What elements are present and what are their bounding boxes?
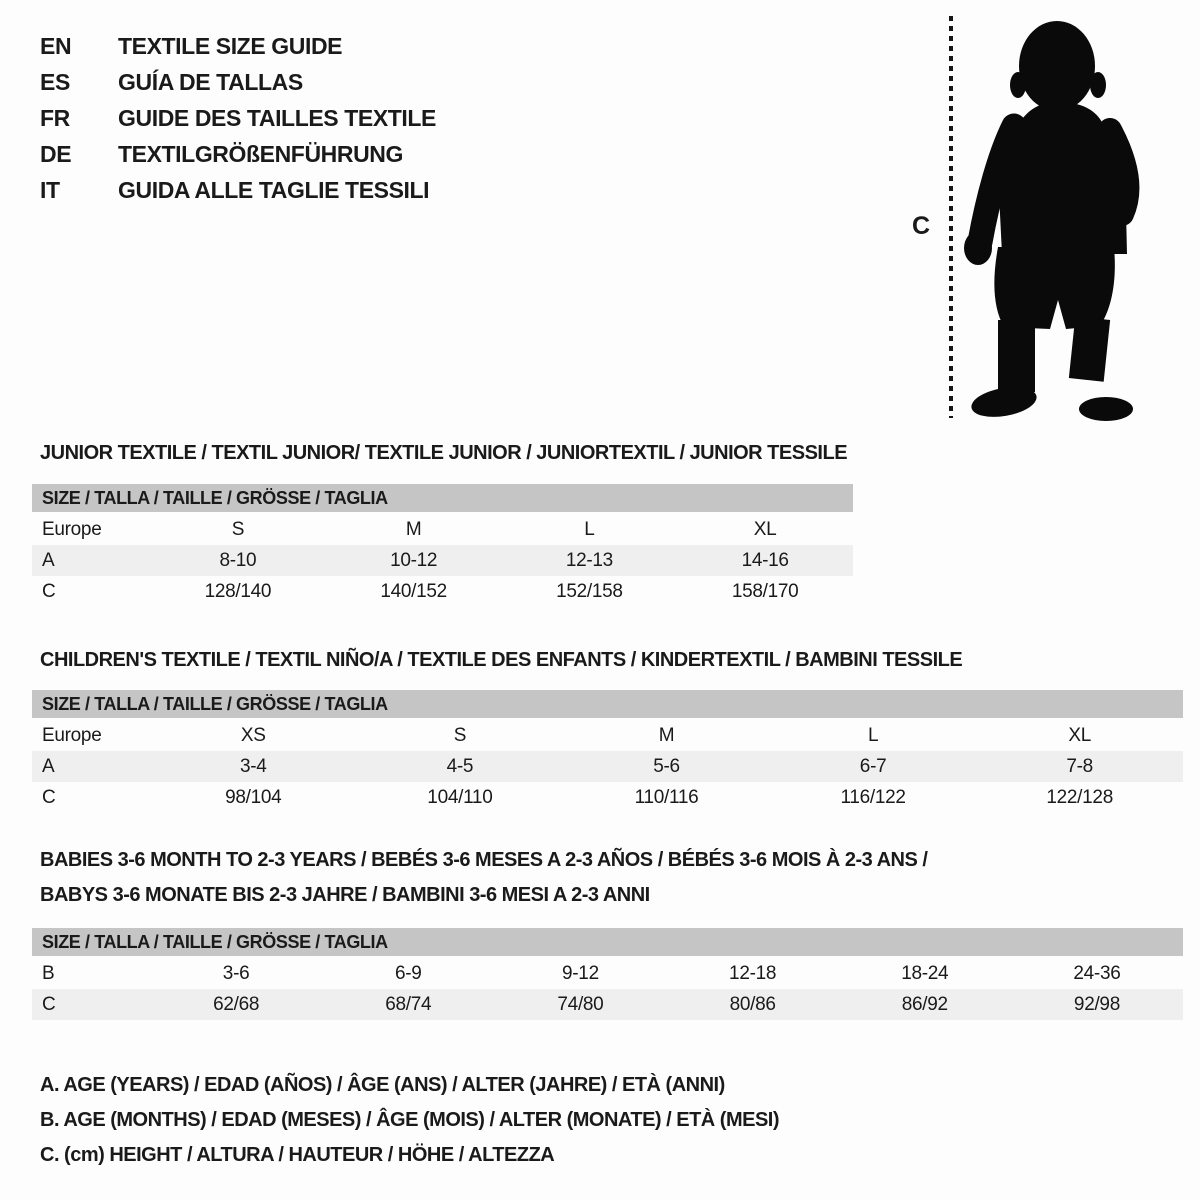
height-cell: 74/80 <box>557 994 604 1015</box>
language-row-it <box>40 172 436 208</box>
measure-legend <box>40 1068 779 1173</box>
age-cell: 10-12 <box>390 550 438 571</box>
age-cell: 12-13 <box>565 550 613 571</box>
size-table-header: SIZE / TALLA / TAILLE / GRÖSSE / TAGLIA <box>32 484 853 512</box>
babies-size-table <box>32 928 1183 1020</box>
age-cell: 3-4 <box>240 756 267 777</box>
babies-section-title <box>40 843 927 913</box>
months-cell: 6-9 <box>394 963 422 984</box>
size-cell: L <box>584 519 595 540</box>
table-row-months <box>32 958 1183 989</box>
height-cell: 128/140 <box>204 581 272 602</box>
legend-age-years: A. AGE (YEARS) / EDAD (AÑOS) / ÂGE (ANS) / ALTER (JAHRE) / ETÀ (ANNI) <box>40 1074 725 1096</box>
language-row-de <box>40 136 436 172</box>
months-cell: 24-36 <box>1073 963 1121 984</box>
height-cell: 152/158 <box>556 581 623 602</box>
table-row-height <box>32 576 853 607</box>
guide-title-de: TEXTILGRÖßENFÜHRUNG <box>118 141 403 167</box>
table-row-europe <box>32 720 1183 751</box>
children-section-title: CHILDREN'S TEXTILE / TEXTIL NIÑO/A / TEXTILE DES ENFANTS / KINDERTEXTIL / BAMBINI TESSILE <box>40 649 963 671</box>
row-label: C <box>42 581 56 602</box>
height-cell: 80/86 <box>729 994 776 1015</box>
language-title-list <box>40 28 436 208</box>
babies-title-line-2: BABYS 3-6 MONATE BIS 2-3 JAHRE / BAMBINI 3-6 MESI A 2-3 ANNI <box>40 884 650 906</box>
size-cell: XL <box>1068 725 1091 746</box>
months-cell: 3-6 <box>222 963 250 984</box>
age-cell: 5-6 <box>653 756 680 777</box>
language-code: DE <box>40 141 72 167</box>
table-row-height <box>32 989 1183 1020</box>
toddler-silhouette-icon <box>962 12 1140 422</box>
size-cell: XS <box>240 725 266 746</box>
months-cell: 9-12 <box>562 963 599 984</box>
row-label: B <box>42 963 55 984</box>
table-row-age <box>32 751 1183 782</box>
age-cell: 4-5 <box>446 756 474 777</box>
row-label: A <box>42 550 55 571</box>
height-cell: 116/122 <box>840 787 906 808</box>
guide-title-en: TEXTILE SIZE GUIDE <box>118 33 343 59</box>
row-label: A <box>42 756 55 777</box>
junior-section-title: JUNIOR TEXTILE / TEXTIL JUNIOR/ TEXTILE JUNIOR / JUNIORTEXTIL / JUNIOR TESSILE <box>40 442 848 464</box>
row-label: C <box>42 787 56 808</box>
row-label: Europe <box>42 519 102 540</box>
height-cell: 110/116 <box>634 787 699 808</box>
height-cell: 158/170 <box>731 581 799 602</box>
height-cell: 86/92 <box>901 994 948 1015</box>
height-cell: 104/110 <box>427 787 493 808</box>
table-row-europe <box>32 514 853 545</box>
size-table-header: SIZE / TALLA / TAILLE / GRÖSSE / TAGLIA <box>32 928 1183 956</box>
age-cell: 7-8 <box>1066 756 1093 777</box>
age-cell: 6-7 <box>859 756 887 777</box>
height-cell: 98/104 <box>225 787 282 808</box>
size-cell: L <box>867 725 879 746</box>
height-cell: 68/74 <box>385 994 432 1015</box>
language-row-fr <box>40 100 436 136</box>
height-cell: 92/98 <box>1073 994 1120 1015</box>
language-row-es <box>40 64 436 100</box>
legend-height-cm: C. (cm) HEIGHT / ALTURA / HAUTEUR / HÖHE / ALTEZZA <box>40 1144 555 1166</box>
height-cell: 140/152 <box>380 581 447 602</box>
height-cell: 122/128 <box>1046 787 1113 808</box>
months-cell: 18-24 <box>901 963 949 984</box>
months-cell: 12-18 <box>729 963 777 984</box>
language-row-en <box>40 28 436 64</box>
language-code: EN <box>40 33 72 59</box>
size-cell: M <box>658 725 675 746</box>
size-cell: M <box>405 519 422 540</box>
row-label: Europe <box>42 725 102 746</box>
height-measure-line <box>949 16 953 418</box>
language-code: FR <box>40 105 70 131</box>
age-cell: 14-16 <box>741 550 789 571</box>
table-row-height <box>32 782 1183 813</box>
size-cell: XL <box>753 519 777 540</box>
legend-age-months: B. AGE (MONTHS) / EDAD (MESES) / ÂGE (MOIS) / ALTER (MONATE) / ETÀ (MESI) <box>40 1109 780 1131</box>
guide-title-es: GUÍA DE TALLAS <box>118 69 303 95</box>
height-measure-label: C <box>912 212 930 240</box>
row-label: C <box>42 994 56 1015</box>
size-cell: S <box>231 519 245 540</box>
language-code: ES <box>40 69 70 95</box>
children-size-table <box>32 690 1183 813</box>
height-cell: 62/68 <box>213 994 260 1015</box>
babies-title-line-1: BABIES 3-6 MONTH TO 2-3 YEARS / BEBÉS 3-6 MESES A 2-3 AÑOS / BÉBÉS 3-6 MOIS À 2-3 ANS / <box>40 849 928 871</box>
guide-title-it: GUIDA ALLE TAGLIE TESSILI <box>118 177 430 203</box>
table-row-age <box>32 545 853 576</box>
junior-size-table <box>32 484 853 607</box>
language-code: IT <box>40 177 60 203</box>
guide-title-fr: GUIDE DES TAILLES TEXTILE <box>118 105 436 131</box>
age-cell: 8-10 <box>219 550 257 571</box>
size-cell: S <box>453 725 467 746</box>
size-table-header: SIZE / TALLA / TAILLE / GRÖSSE / TAGLIA <box>32 690 1183 718</box>
